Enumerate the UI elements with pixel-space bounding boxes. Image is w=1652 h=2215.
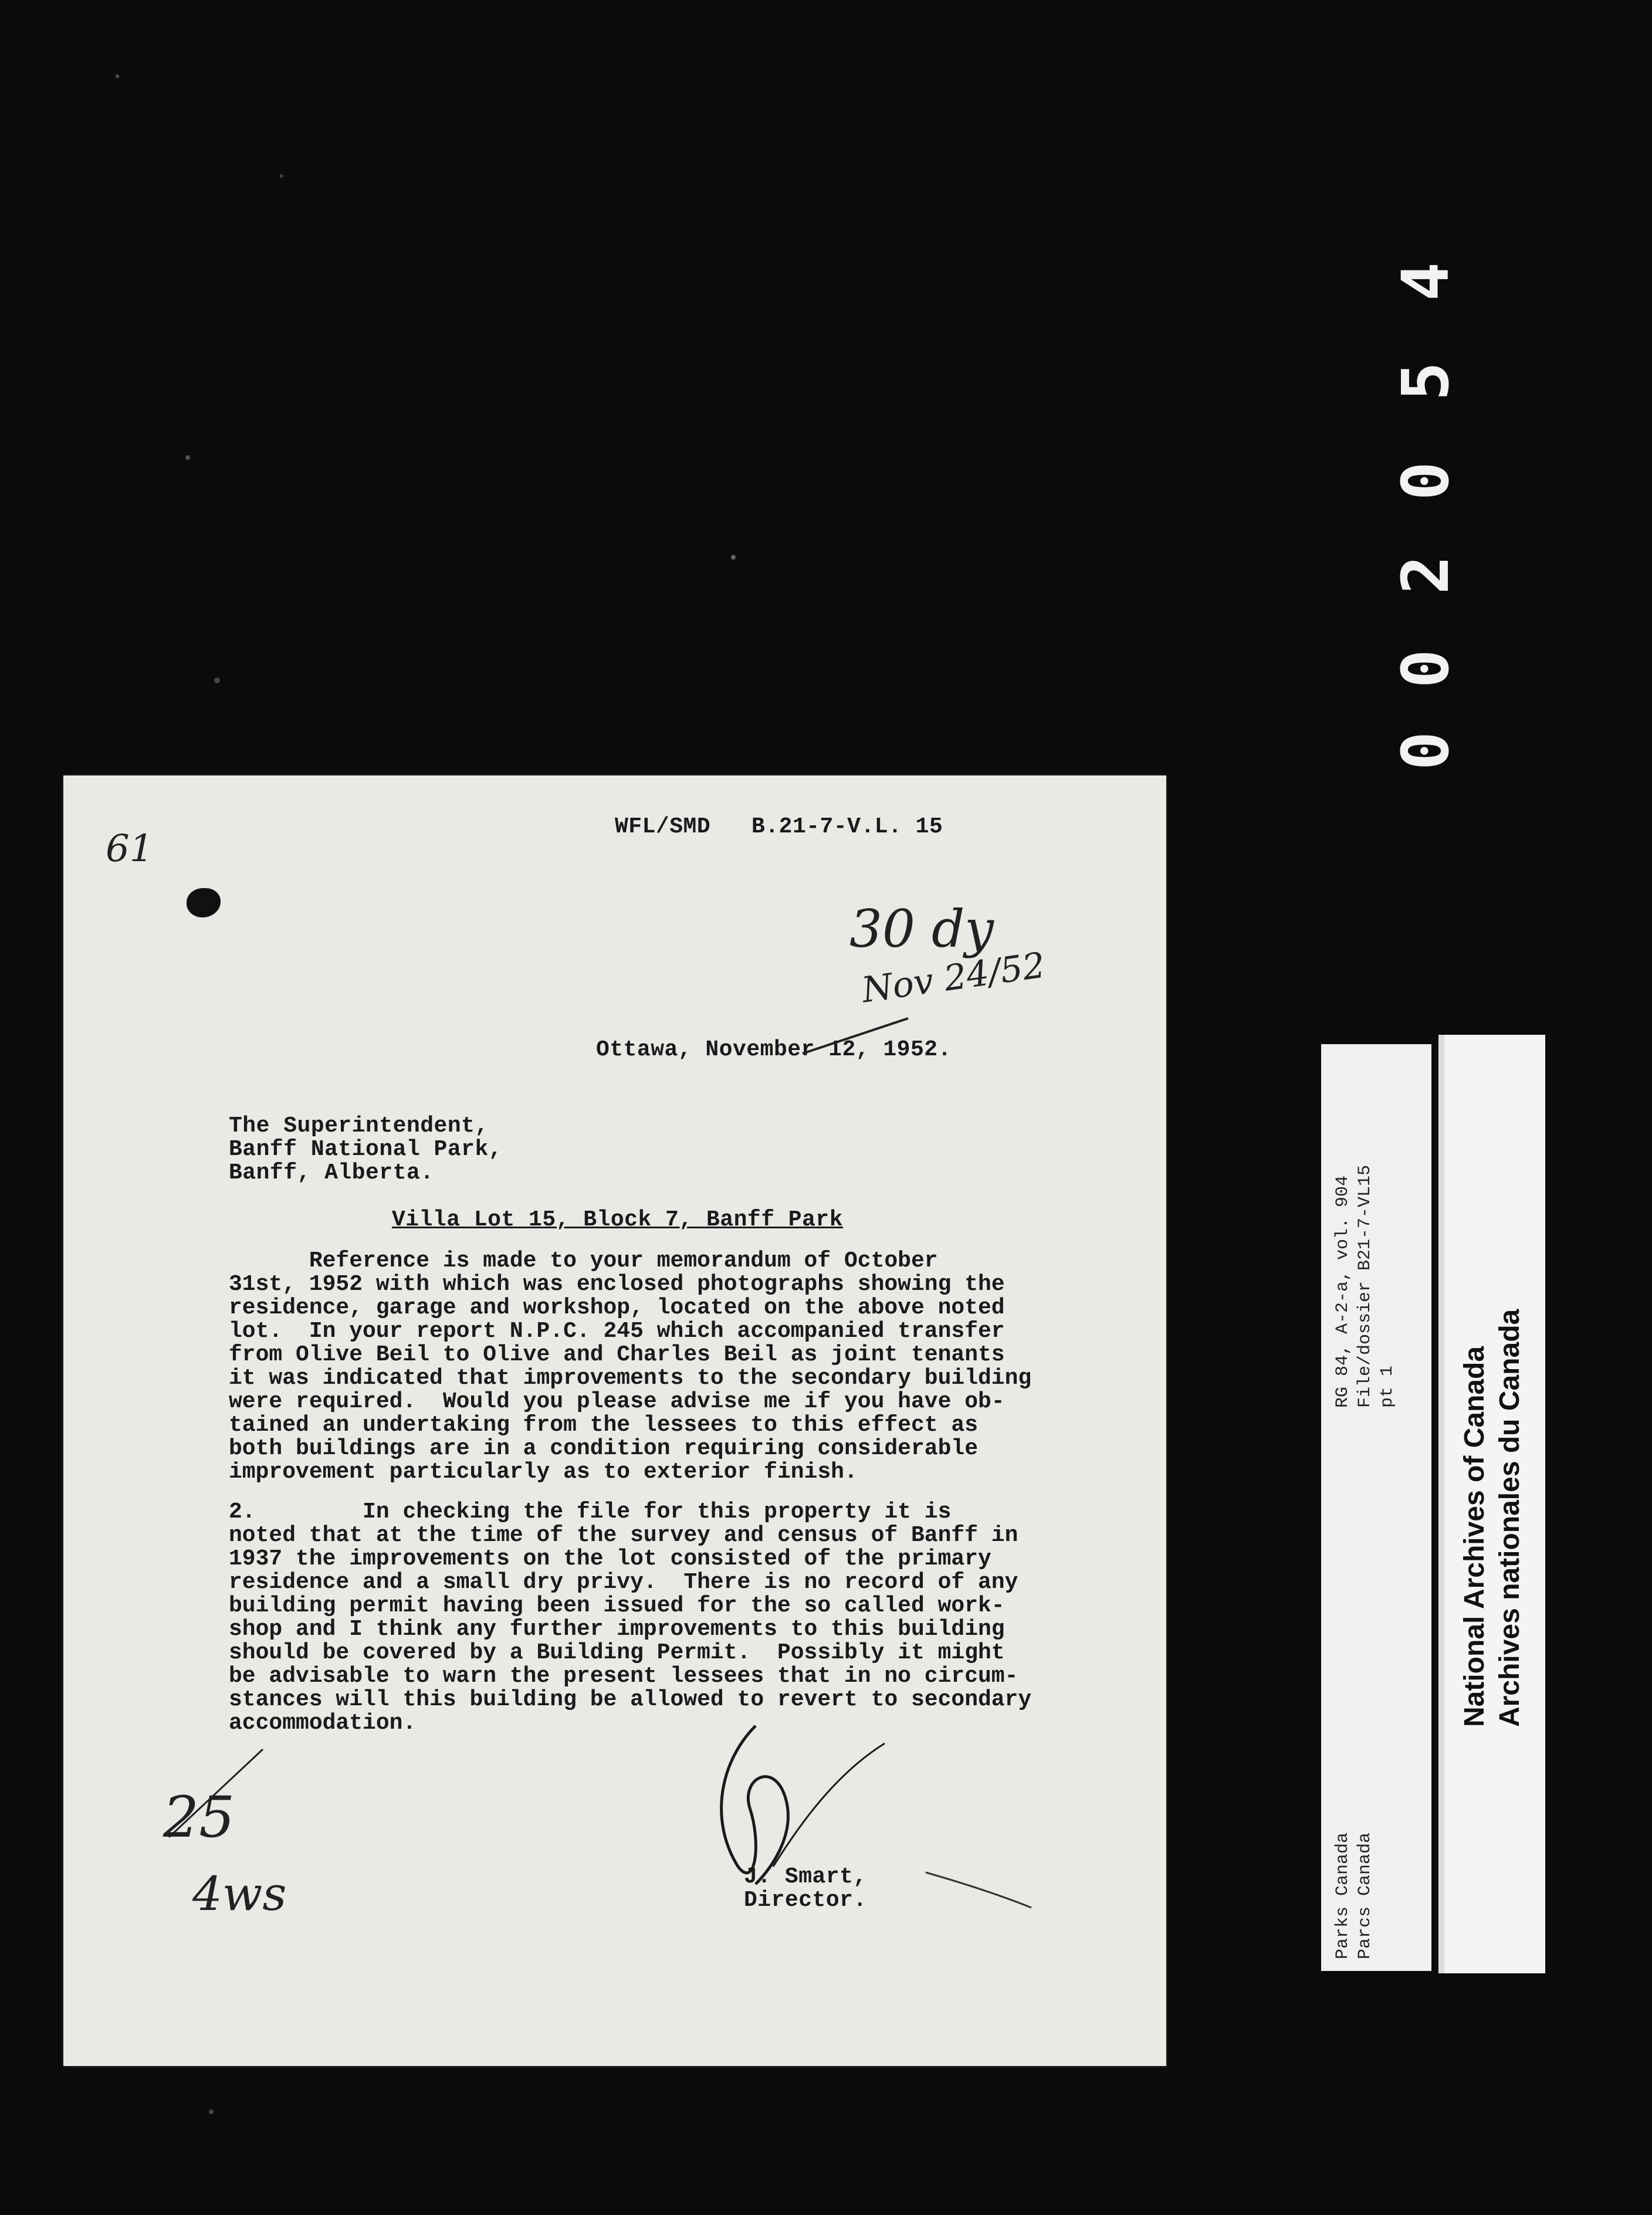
national-archives-label — [1438, 1035, 1545, 1973]
archive-org-line: Parks Canada — [1333, 1832, 1353, 1959]
pen-stroke — [157, 1738, 275, 1843]
recipient-line: The Superintendent, — [229, 1113, 489, 1139]
paragraph-line: 31st, 1952 with which was enclosed photographs showing the — [229, 1272, 1005, 1297]
date-line: Ottawa, November 12, 1952. — [596, 1037, 952, 1062]
nac-label-line: Archives nationales du Canada — [1494, 1309, 1525, 1727]
paragraph-line: accommodation. — [229, 1711, 417, 1736]
margin-note: 61 — [106, 827, 154, 871]
paragraph-line: be advisable to warn the present lessees that in no circum- — [229, 1664, 1018, 1689]
paragraph-line: building permit having been issued for the so called work- — [229, 1593, 1005, 1618]
letter-page — [63, 775, 1166, 2066]
archive-org-line: Parcs Canada — [1355, 1832, 1375, 1959]
frame-digit: 2 — [1388, 555, 1463, 595]
archive-reference-line: File/dossier B21-7-VL15 — [1355, 1164, 1375, 1408]
paragraph-line: shop and I think any further improvements to this building — [229, 1617, 1005, 1642]
subject-line: Villa Lot 15, Block 7, Banff Park — [392, 1207, 844, 1232]
ink-blot — [187, 888, 221, 917]
pen-stroke — [920, 1867, 1037, 1913]
handwritten-note: 4ws — [192, 1867, 287, 1921]
strike-mark — [797, 1012, 914, 1059]
handwritten-scribble: Nov 24/52 — [859, 944, 1048, 1011]
paragraph-line: should be covered by a Building Permit. Possibly it might — [229, 1640, 1005, 1665]
nac-label-line: National Archives of Canada — [1459, 1346, 1490, 1727]
paragraph-1 — [229, 1249, 1144, 1484]
signatory-title: Director. — [744, 1888, 867, 1913]
recipient-line: Banff, Alberta. — [229, 1160, 434, 1186]
frame-digit: 4 — [1388, 262, 1463, 302]
paragraph-line: residence, garage and workshop, located on the above noted — [229, 1295, 1005, 1320]
paragraph-line: noted that at the time of the survey and census of Banff in — [229, 1523, 1018, 1548]
paragraph-line: lot. In your report N.P.C. 245 which accompanied transfer — [229, 1319, 1005, 1344]
file-reference: WFL/SMD B.21-7-V.L. 15 — [615, 814, 943, 839]
paragraph-line: were required. Would you please advise me if you have ob- — [229, 1389, 1005, 1414]
handwritten-note: 25 — [163, 1784, 235, 1850]
frame-digit: 0 — [1388, 461, 1463, 501]
archive-reference-line: pt 1 — [1377, 1365, 1397, 1408]
paragraph-line: tained an undertaking from the lessees to this effect as — [229, 1413, 979, 1438]
paragraph-line: Reference is made to your memorandum of October — [229, 1248, 938, 1274]
paragraph-line: both buildings are in a condition requiring considerable — [229, 1436, 979, 1461]
paragraph-line: from Olive Beil to Olive and Charles Beil as joint tenants — [229, 1342, 1005, 1367]
microfilm-frame-number — [1379, 223, 1472, 786]
paragraph-line: 2. In checking the file for this property it is — [229, 1499, 952, 1525]
frame-digit: 5 — [1388, 361, 1463, 401]
signatory-name: J. Smart, — [744, 1864, 867, 1889]
recipient-line: Banff National Park, — [229, 1137, 503, 1162]
frame-digit: 0 — [1388, 731, 1463, 771]
handwritten-annotation: 30 dy — [849, 899, 994, 959]
archive-reference-label — [1321, 1044, 1431, 1971]
paragraph-line: stances will this building be allowed to revert to secondary — [229, 1687, 1032, 1712]
frame-digit: 0 — [1388, 649, 1463, 689]
paragraph-line: residence and a small dry privy. There is no record of any — [229, 1570, 1018, 1595]
paragraph-line: it was indicated that improvements to the secondary building — [229, 1366, 1032, 1391]
paragraph-line: improvement particularly as to exterior finish. — [229, 1459, 858, 1485]
paragraph-line: 1937 the improvements on the lot consisted of the primary — [229, 1546, 991, 1572]
archive-reference-line: RG 84, A-2-a, vol. 904 — [1333, 1175, 1353, 1408]
